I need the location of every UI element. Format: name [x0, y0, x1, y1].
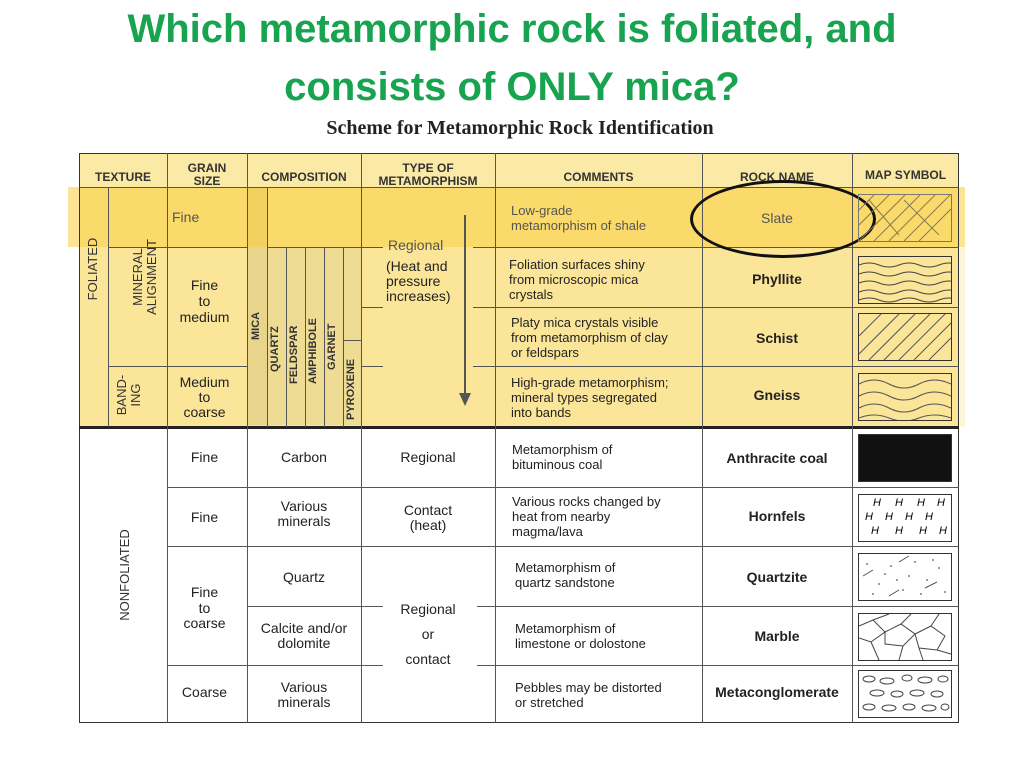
n-comp-various2-1: Various — [280, 679, 328, 695]
mineral-top-line — [267, 247, 361, 248]
n-comment-hornfels-3: magma/lava — [512, 524, 583, 539]
rock-gneiss: Gneiss — [753, 387, 801, 403]
hornfels-h: H — [925, 511, 933, 523]
hornfels-h: H — [919, 525, 927, 537]
n-type-regional-or-3: contact — [405, 651, 451, 667]
comment-phyllite-1: Foliation surfaces shiny — [509, 257, 645, 272]
n-comment-quartzite-1: Metamorphism of — [515, 560, 616, 575]
nonfoliated-label: NONFOLIATED — [117, 529, 132, 621]
schist-map-symbol — [858, 313, 952, 361]
grain-medium-coarse-2: to — [198, 389, 211, 405]
n-type-regional-or-1: Regional — [400, 601, 456, 617]
grain-fine-medium-2: to — [198, 293, 211, 309]
mineral-line-2 — [286, 247, 287, 427]
rock-hornfels: Hornfels — [748, 508, 806, 524]
hornfels-map-symbol — [858, 494, 952, 542]
comment-gneiss-3: into bands — [511, 405, 571, 420]
hornfels-h: H — [865, 511, 873, 523]
rock-phyllite: Phyllite — [752, 271, 802, 287]
gneiss-map-symbol — [858, 373, 952, 421]
n-comp-carbon: Carbon — [281, 449, 327, 465]
hornfels-h: H — [895, 525, 903, 537]
hornfels-h: H — [871, 525, 879, 537]
foliated-type-1: Regional — [388, 237, 444, 253]
comment-phyllite-2: from microscopic mica — [509, 272, 639, 287]
hornfels-h: H — [939, 525, 947, 537]
mineral-quartz: QUARTZ — [269, 326, 281, 372]
pyroxene-top-line — [343, 340, 361, 341]
quartzite-map-symbol — [858, 553, 952, 601]
col-line-grain — [167, 153, 168, 723]
slide-title-line-1: Which metamorphic rock is foliated, and — [127, 7, 897, 51]
n-type-regional: Regional — [400, 449, 456, 465]
n-comp-calcite-2: dolomite — [277, 635, 331, 651]
n-comment-anthracite-1: Metamorphism of — [512, 442, 613, 457]
header-comments: COMMENTS — [563, 170, 634, 184]
n-comment-marble-2: limestone or dolostone — [515, 636, 646, 651]
rock-metaconglomerate: Metaconglomerate — [715, 684, 839, 700]
foliated-type-4: increases) — [386, 288, 451, 304]
type-tick-4 — [473, 307, 495, 308]
row-line-n4-left — [167, 665, 361, 666]
metaconglomerate-map-symbol — [858, 670, 952, 718]
comment-schist-3: or feldspars — [511, 345, 579, 360]
banding-line-2: ING — [128, 383, 143, 407]
header-texture: TEXTURE — [94, 170, 151, 184]
header-composition: COMPOSITION — [261, 170, 347, 184]
n-comp-various2-2: minerals — [277, 694, 331, 710]
foliated-label: FOLIATED — [85, 237, 100, 301]
type-tick-5 — [361, 366, 383, 367]
phyllite-map-symbol — [858, 256, 952, 304]
hornfels-h: H — [895, 497, 903, 509]
n-comment-metaconglomerate-2: or stretched — [515, 695, 584, 710]
row-line-f2 — [495, 307, 959, 308]
rock-quartzite: Quartzite — [746, 569, 808, 585]
mineral-alignment-line-1: MINERAL — [130, 248, 145, 306]
n-comment-metaconglomerate-1: Pebbles may be distorted — [515, 680, 662, 695]
mineral-line-1 — [267, 187, 268, 427]
n-comment-hornfels-1: Various rocks changed by — [512, 494, 661, 509]
n-grain-fine-coarse-3: coarse — [183, 615, 226, 631]
row-line-n3-comp — [247, 606, 361, 607]
row-line-n1 — [167, 487, 959, 488]
n-comment-hornfels-2: heat from nearby — [512, 509, 611, 524]
row-line-f1-grain2 — [167, 247, 247, 248]
row-line-f3 — [495, 366, 959, 367]
n-comment-quartzite-2: quartz sandstone — [515, 575, 615, 590]
hornfels-h: H — [873, 497, 881, 509]
hornfels-h: H — [905, 511, 913, 523]
type-tick-2 — [473, 247, 495, 248]
increase-arrow-icon — [459, 393, 471, 406]
col-line-foliated-sub — [108, 187, 109, 427]
n-grain-fine-coarse-2: to — [198, 600, 211, 616]
marble-map-symbol — [858, 613, 952, 661]
hornfels-h: H — [885, 511, 893, 523]
comment-gneiss-1: High-grade metamorphism; — [511, 375, 669, 390]
type-tick-6 — [473, 366, 495, 367]
row-line-n2 — [167, 546, 959, 547]
n-comment-marble-1: Metamorphism of — [515, 621, 616, 636]
mineral-alignment-line-2: ALIGNMENT — [144, 239, 159, 315]
hornfels-h: H — [937, 497, 945, 509]
rock-schist: Schist — [755, 330, 798, 346]
n-comp-various-2: minerals — [277, 513, 331, 529]
mineral-line-3 — [305, 247, 306, 427]
mineral-line-5 — [343, 247, 344, 427]
mineral-line-4 — [324, 247, 325, 427]
row-line-n4 — [495, 665, 959, 666]
comment-gneiss-2: mineral types segregated — [511, 390, 657, 405]
grain-medium-coarse-1: Medium — [179, 374, 230, 390]
increase-arrow-shaft — [464, 215, 466, 395]
slate-map-symbol — [858, 194, 952, 242]
anthracite-map-symbol — [858, 434, 952, 482]
grain-fine-medium-1: Fine — [190, 277, 219, 293]
mineral-mica: MICA — [250, 311, 262, 340]
mineral-garnet: GARNET — [326, 323, 338, 370]
type-tick-1 — [361, 247, 383, 248]
header-type-2: METAMORPHISM — [378, 174, 478, 188]
n-grain-hornfels: Fine — [190, 509, 219, 525]
banding-line-1: BAND- — [114, 374, 129, 416]
header-map-symbol: MAP SYMBOL — [864, 168, 947, 182]
section-divider — [79, 426, 959, 429]
n-comp-quartz: Quartz — [282, 569, 325, 585]
hornfels-h: H — [917, 497, 925, 509]
n-type-contact-1: Contact — [403, 502, 453, 518]
n-comp-calcite-1: Calcite and/or — [260, 620, 348, 636]
slate-circle-annotation — [690, 180, 876, 258]
comment-slate-2: metamorphism of shale — [511, 218, 647, 233]
comment-phyllite-3: crystals — [509, 287, 554, 302]
header-type-1: TYPE OF — [402, 161, 454, 175]
grain-fine-slate: Fine — [172, 209, 200, 225]
n-grain-coarse: Coarse — [181, 684, 228, 700]
slide-title-line-2: consists of ONLY mica? — [284, 65, 740, 109]
grain-medium-coarse-3: coarse — [183, 404, 226, 420]
foliated-type-2: (Heat and — [386, 258, 448, 274]
col-line-comments — [495, 153, 496, 723]
rock-slate: Slate — [761, 210, 793, 226]
n-grain-anthracite: Fine — [190, 449, 219, 465]
grain-fine-medium-3: medium — [179, 309, 230, 325]
header-grain-2: SIZE — [193, 174, 221, 188]
row-line-n3 — [495, 606, 959, 607]
scheme-title: Scheme for Metamorphic Rock Identification — [326, 117, 714, 139]
rock-marble: Marble — [754, 628, 800, 644]
type-tick-3 — [361, 307, 383, 308]
n-type-contact-2: (heat) — [409, 517, 447, 533]
n-comp-various-1: Various — [280, 498, 328, 514]
header-rock-name: ROCK NAME — [740, 170, 814, 184]
mineral-amphibole: AMPHIBOLE — [307, 318, 319, 384]
mineral-feldspar: FELDSPAR — [288, 325, 300, 384]
n-comment-anthracite-2: bituminous coal — [512, 457, 603, 472]
foliated-type-3: pressure — [386, 273, 441, 289]
n-type-regional-or-2: or — [421, 626, 435, 642]
comment-schist-1: Platy mica crystals visible — [511, 315, 659, 330]
comment-slate-1: Low-grade — [511, 203, 573, 218]
comment-schist-2: from metamorphism of clay — [511, 330, 668, 345]
rock-anthracite-coal: Anthracite coal — [726, 450, 828, 466]
n-grain-fine-coarse-1: Fine — [190, 584, 219, 600]
header-grain-1: GRAIN — [187, 161, 227, 175]
mineral-pyroxene: PYROXENE — [345, 358, 357, 420]
